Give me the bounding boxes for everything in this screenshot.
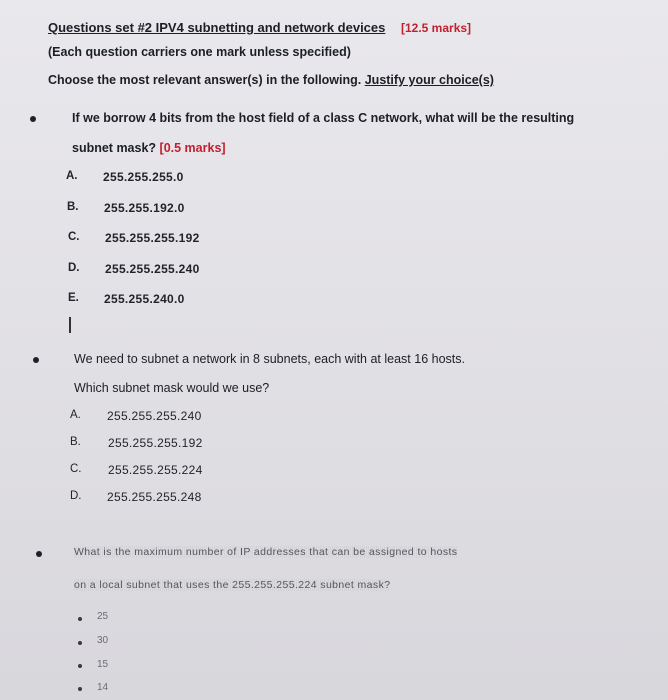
option-value: 30 (97, 635, 109, 646)
page-title: Questions set #2 IPV4 subnetting and network devices (48, 20, 386, 35)
total-marks: [12.5 marks] (401, 21, 472, 35)
option-value: 255.255.255.240 (105, 262, 200, 276)
option-letter: E. (68, 292, 79, 304)
question-2-line-1: We need to subnet a network in 8 subnets, each with at least 16 hosts. (74, 352, 465, 366)
bullet-icon (30, 116, 36, 122)
bullet-icon (78, 664, 82, 668)
bullet-icon (33, 357, 39, 363)
option-letter: B. (70, 436, 81, 448)
bullet-icon (36, 551, 42, 557)
option-letter: A. (66, 170, 78, 182)
question-2-line-2: Which subnet mask would we use? (74, 381, 270, 395)
option-value: 255.255.255.192 (105, 231, 200, 245)
option-value: 255.255.255.224 (108, 463, 203, 477)
instruction-justify: Justify your choice(s) (364, 73, 494, 87)
option-value: 25 (97, 611, 109, 622)
option-letter: C. (68, 231, 80, 243)
instruction-text: Choose the most relevant answer(s) in the following. (48, 73, 362, 87)
option-value: 255.255.255.240 (107, 409, 202, 423)
option-letter: C. (70, 463, 82, 475)
question-1-marks: [0.5 marks] (159, 141, 226, 155)
instructions (48, 73, 494, 87)
option-value: 15 (97, 659, 109, 670)
option-letter: A. (70, 409, 81, 421)
option-letter: B. (67, 201, 79, 213)
question-3-line-2: on a local subnet that uses the 255.255.255.224 subnet mask? (74, 579, 391, 591)
option-letter: D. (70, 490, 82, 502)
question-3-line-1: What is the maximum number of IP addresses that can be assigned to hosts (74, 546, 458, 558)
text-cursor (69, 317, 71, 333)
option-value: 255.255.255.248 (107, 490, 202, 504)
bullet-icon (78, 687, 82, 691)
question-1-line-1: If we borrow 4 bits from the host field of a class C network, what will be the resulting (72, 111, 575, 125)
option-value: 255.255.192.0 (104, 201, 185, 215)
option-value: 255.255.240.0 (104, 292, 185, 306)
marks-note: (Each question carriers one mark unless specified) (48, 45, 351, 59)
bullet-icon (78, 617, 82, 621)
option-value: 14 (97, 682, 109, 693)
bullet-icon (78, 641, 82, 645)
option-value: 255.255.255.0 (103, 170, 184, 184)
option-letter: D. (68, 262, 80, 274)
question-1-line-2 (72, 141, 226, 155)
option-value: 255.255.255.192 (108, 436, 203, 450)
question-1-prompt: subnet mask? (72, 141, 157, 155)
